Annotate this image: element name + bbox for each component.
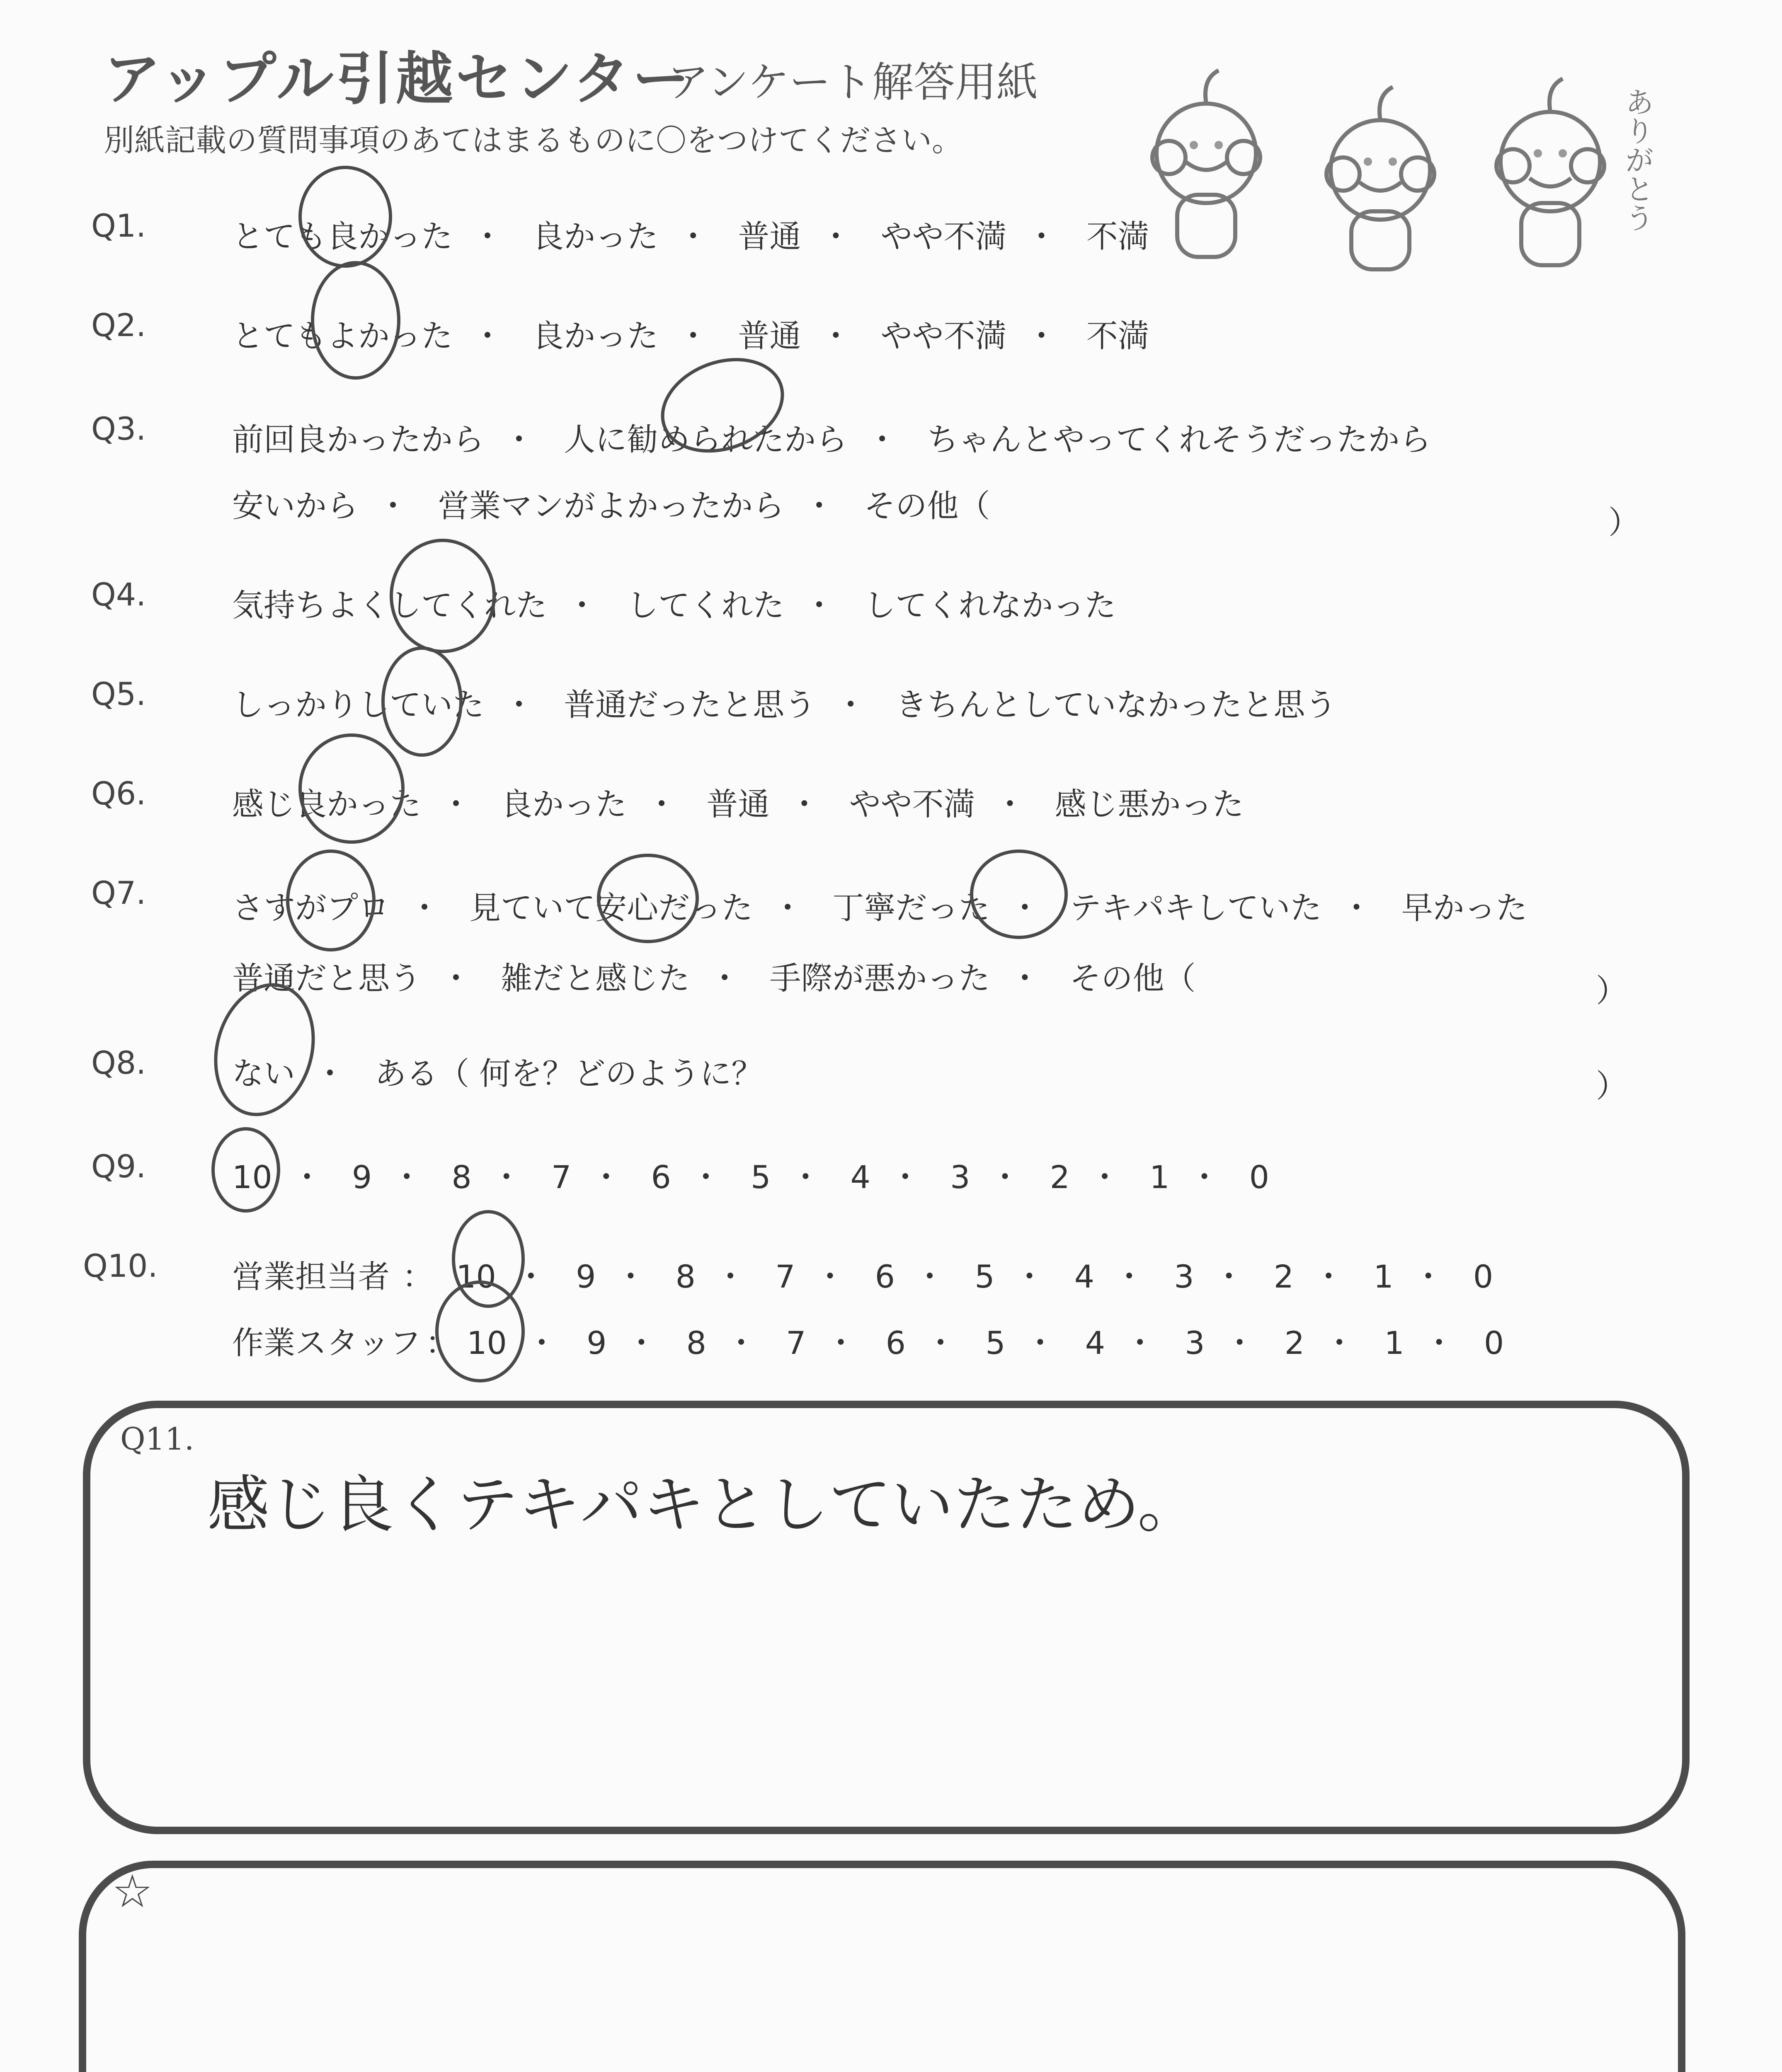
q10-staff-label: 作業スタッフ: [232, 1324, 421, 1361]
option[interactable]: とてもよかった: [232, 317, 453, 354]
option[interactable]: 丁寧だった: [832, 889, 990, 926]
option[interactable]: きちんとしていなかったと思う: [895, 686, 1337, 723]
score-option[interactable]: 2: [1273, 1258, 1294, 1295]
option[interactable]: してくれなかった: [864, 587, 1116, 624]
score-option[interactable]: 4: [1085, 1324, 1106, 1361]
option[interactable]: やや不満: [880, 218, 1007, 255]
option[interactable]: 普通だと思う: [232, 960, 421, 997]
option[interactable]: やや不満: [849, 786, 975, 823]
option[interactable]: 不満: [1086, 218, 1149, 255]
q4-options: 気持ちよくしてくれた ・ してくれた ・ してくれなかった: [232, 580, 1116, 625]
q7-options-line2: 普通だと思う ・ 雑だと感じた ・ 手際が悪かった ・ その他（: [232, 953, 1196, 998]
option[interactable]: 雑だと感じた: [501, 960, 690, 997]
option[interactable]: 不満: [1086, 317, 1149, 354]
q6-label: Q6.: [91, 775, 146, 812]
q7-label: Q7.: [91, 874, 146, 911]
q2-label: Q2.: [91, 307, 146, 344]
q5-options: しっかりしていた ・ 普通だったと思う ・ きちんとしていなかったと思う: [232, 680, 1336, 725]
option[interactable]: 人に勧められたから: [564, 421, 848, 458]
score-option[interactable]: 7: [786, 1324, 806, 1361]
score-option[interactable]: 1: [1149, 1159, 1170, 1196]
mascot-illustration: [1119, 62, 1679, 278]
score-option[interactable]: 6: [885, 1324, 906, 1361]
option[interactable]: してくれた: [627, 587, 785, 624]
option[interactable]: テキパキしていた: [1069, 889, 1322, 926]
option[interactable]: 普通: [738, 218, 801, 255]
option[interactable]: 前回良かったから: [232, 421, 484, 458]
option[interactable]: その他（: [1069, 960, 1196, 997]
option[interactable]: 手際が悪かった: [769, 960, 990, 997]
q10-sales-label: 営業担当者: [232, 1258, 390, 1295]
option[interactable]: やや不満: [880, 317, 1007, 354]
score-option[interactable]: 9: [352, 1159, 372, 1196]
selection-circle: [311, 261, 400, 380]
q3-closing-paren: ）: [1608, 504, 1640, 541]
selection-circle: [298, 733, 405, 844]
score-option[interactable]: 10: [456, 1258, 496, 1295]
score-option[interactable]: 8: [451, 1159, 472, 1196]
score-option[interactable]: 0: [1473, 1258, 1493, 1295]
selection-circle: [597, 854, 699, 943]
score-option[interactable]: 3: [1174, 1258, 1194, 1295]
score-option[interactable]: 6: [875, 1258, 895, 1295]
score-option[interactable]: 2: [1050, 1159, 1070, 1196]
q2-options: とてもよかった ・ 良かった ・ 普通 ・ やや不満 ・ 不満: [232, 311, 1149, 356]
option[interactable]: 普通だったと思う: [564, 686, 816, 723]
star-icon: ☆: [112, 1865, 153, 1918]
option[interactable]: ない: [232, 1055, 295, 1092]
selection-circle: [435, 1280, 525, 1382]
q11-handwritten-answer: 感じ良くテキパキとしていたため。: [207, 1469, 1200, 1541]
form-title: アンケート解答用紙: [667, 58, 1038, 107]
selection-circle: [390, 539, 496, 653]
score-option[interactable]: 1: [1384, 1324, 1404, 1361]
q1-label: Q1.: [91, 207, 146, 244]
score-option[interactable]: 5: [975, 1258, 995, 1295]
option[interactable]: 見ていて安心だった: [469, 889, 753, 926]
score-option[interactable]: 7: [551, 1159, 572, 1196]
score-option[interactable]: 7: [775, 1258, 795, 1295]
selection-circle: [211, 1127, 280, 1213]
q8-closing-paren: ）: [1596, 1067, 1627, 1104]
q4-label: Q4.: [91, 576, 146, 613]
option[interactable]: 良かった: [532, 218, 659, 255]
selection-circle: [286, 850, 376, 951]
option[interactable]: 営業マンがよかったから: [438, 487, 785, 524]
star-comment-box[interactable]: [79, 1861, 1685, 2072]
option[interactable]: その他（: [864, 487, 990, 524]
q8-options: ない ・ ある（ 何を？どのように？: [232, 1048, 763, 1094]
option[interactable]: 良かった: [501, 786, 627, 823]
instruction-text: 別紙記載の質問事項のあてはまるものに〇をつけてください。: [104, 123, 963, 158]
q7-options-line1: さすがプロ ・ 見ていて安心だった ・ 丁寧だった ・ テキパキしていた ・ 早かった: [232, 883, 1527, 928]
option[interactable]: さすがプロ: [232, 889, 390, 926]
q9-scale: 10 ・ 9 ・ 8 ・ 7 ・ 6 ・ 5 ・ 4 ・ 3 ・ 2 ・ 1 ・ 0: [232, 1159, 1270, 1196]
option[interactable]: ある（ 何を？どのように？: [375, 1055, 763, 1092]
q10-sales-row: 営業担当者 ： 10 ・ 9 ・ 8 ・ 7 ・ 6 ・ 5 ・ 4 ・ 3 ・ 2 ・ 1 ・ 0: [232, 1258, 1493, 1295]
option[interactable]: 普通: [706, 786, 770, 823]
q6-options: 感じ良かった ・ 良かった ・ 普通 ・ やや不満 ・ 感じ悪かった: [232, 779, 1244, 824]
score-option[interactable]: 6: [651, 1159, 671, 1196]
score-option[interactable]: 0: [1249, 1159, 1270, 1196]
score-option[interactable]: 5: [751, 1159, 771, 1196]
q3-label: Q3.: [91, 410, 146, 447]
selection-circle: [970, 850, 1068, 939]
q5-label: Q5.: [91, 675, 146, 712]
score-option[interactable]: 3: [1185, 1324, 1205, 1361]
score-option[interactable]: 10: [232, 1159, 272, 1196]
q9-label: Q9.: [91, 1148, 146, 1185]
score-option[interactable]: 4: [850, 1159, 870, 1196]
company-title: アップル引越センター: [104, 46, 692, 112]
q3-options-line2: 安いから ・ 営業マンがよかったから ・ その他（: [232, 481, 990, 526]
score-option[interactable]: 8: [686, 1324, 706, 1361]
score-option[interactable]: 0: [1484, 1324, 1504, 1361]
option[interactable]: 気持ちよくしてくれた: [232, 587, 547, 624]
option[interactable]: 安いから: [232, 487, 358, 524]
score-option[interactable]: 4: [1074, 1258, 1095, 1295]
selection-circle: [298, 166, 392, 268]
score-option[interactable]: 5: [985, 1324, 1006, 1361]
option[interactable]: 良かった: [532, 317, 659, 354]
score-option[interactable]: 10: [467, 1324, 507, 1361]
option[interactable]: 感じ良かった: [232, 786, 421, 823]
q3-options-line1: 前回良かったから ・ 人に勧められたから ・ ちゃんとやってくれそうだったから: [232, 414, 1431, 460]
score-option[interactable]: 2: [1284, 1324, 1305, 1361]
option[interactable]: ちゃんとやってくれそうだったから: [927, 421, 1431, 458]
score-option[interactable]: 9: [576, 1258, 596, 1295]
score-option[interactable]: 1: [1373, 1258, 1394, 1295]
option[interactable]: しっかりしていた: [232, 686, 484, 723]
mascot-text: ありがとう: [1620, 87, 1654, 232]
q1-options: とても良かった ・ 良かった ・ 普通 ・ やや不満 ・ 不満: [232, 211, 1149, 257]
selection-circle: [381, 646, 463, 757]
option[interactable]: 普通: [738, 317, 801, 354]
score-option[interactable]: 8: [675, 1258, 696, 1295]
score-option[interactable]: 3: [950, 1159, 970, 1196]
q11-label: Q11.: [120, 1421, 194, 1457]
q8-label: Q8.: [91, 1044, 146, 1081]
option[interactable]: 早かった: [1401, 889, 1527, 926]
q7-closing-paren: ）: [1596, 972, 1627, 1009]
score-option[interactable]: 9: [587, 1324, 607, 1361]
option[interactable]: とても良かった: [232, 218, 453, 255]
option[interactable]: 感じ悪かった: [1055, 786, 1244, 823]
q10-label: Q10.: [83, 1247, 158, 1284]
q10-staff-row: 作業スタッフ ： 10 ・ 9 ・ 8 ・ 7 ・ 6 ・ 5 ・ 4 ・ 3 ・ 2 ・ 1 ・ 0: [232, 1324, 1504, 1361]
